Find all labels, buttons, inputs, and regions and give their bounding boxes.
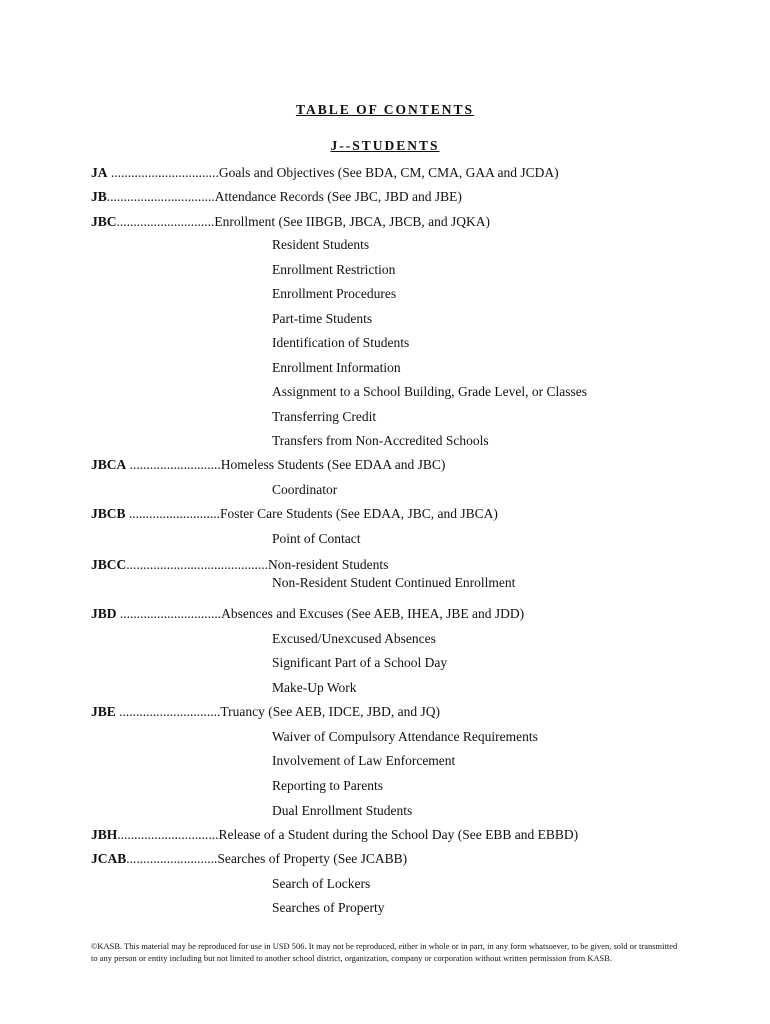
toc-sub-entry: Identification of Students	[272, 335, 410, 350]
toc-sub-entry: Dual Enrollment Students	[272, 803, 413, 818]
dot-leader: ...........................	[126, 851, 218, 866]
dot-leader: ................................	[106, 189, 215, 204]
dot-leader: ...........................	[125, 506, 221, 521]
copyright-footer: ©KASB. This material may be reproduced for use in USD 506. It may not be reproduced, either in whole or in part, in any form whatsoever, to be given, sold or transmitted to any person or entity including but not limited to another school district, organization, company or corporation without written permission from KASB.	[91, 942, 678, 963]
toc-sub-entry: Significant Part of a School Day	[272, 655, 448, 670]
toc-sub-entry: Enrollment Procedures	[272, 286, 397, 301]
section-title: J--STUDENTS	[330, 138, 440, 153]
toc-sub-entry: Involvement of Law Enforcement	[272, 753, 456, 768]
toc-sub-entry: Point of Contact	[272, 531, 361, 546]
toc-entry	[91, 704, 440, 720]
toc-sub-entry: Enrollment Restriction	[272, 262, 396, 277]
toc-entry	[91, 457, 445, 473]
dot-leader: .............................	[116, 214, 215, 229]
toc-entry-title: Homeless Students (See EDAA and JBC)	[220, 457, 446, 472]
toc-sub-entry: Transfers from Non-Accredited Schools	[272, 433, 489, 448]
toc-entry-code: JA	[91, 165, 108, 180]
toc-entry-code: JBE	[91, 704, 116, 719]
toc-entry	[91, 165, 559, 181]
toc-entry-code: JBC	[91, 214, 117, 229]
toc-entry-code: JBCC	[91, 557, 127, 572]
dot-leader: ..............................	[115, 704, 221, 719]
toc-entry-code: JB	[91, 189, 107, 204]
dot-leader: ..............................	[116, 606, 222, 621]
toc-entry-title: Enrollment (See IIBGB, JBCA, JBCB, and JQKA)	[214, 214, 491, 229]
toc-entry-title: Non-resident Students	[268, 557, 389, 572]
dot-leader: ................................	[107, 165, 219, 180]
dot-leader: ..............................	[117, 827, 219, 842]
toc-sub-entry: Part-time Students	[272, 311, 373, 326]
toc-entry-title: Attendance Records (See JBC, JBD and JBE)	[214, 189, 462, 204]
toc-sub-entry: Non-Resident Student Continued Enrollment	[272, 575, 516, 590]
toc-entry	[91, 189, 462, 205]
toc-entry-code: JBD	[91, 606, 117, 621]
toc-sub-entry: Search of Lockers	[272, 876, 371, 891]
toc-sub-entry: Transferring Credit	[272, 409, 377, 424]
toc-sub-entry: Make-Up Work	[272, 680, 357, 695]
toc-sub-entry: Searches of Property	[272, 900, 385, 915]
toc-entry-title: Goals and Objectives (See BDA, CM, CMA, GAA and JCDA)	[218, 165, 559, 180]
toc-entry-title: Foster Care Students (See EDAA, JBC, and JBCA)	[220, 506, 498, 521]
toc-sub-entry: Resident Students	[272, 237, 370, 252]
toc-sub-entry: Assignment to a School Building, Grade Level, or Classes	[272, 384, 587, 399]
toc-entry	[91, 557, 388, 573]
toc-entry-title: Truancy (See AEB, IDCE, JBD, and JQ)	[220, 704, 441, 719]
toc-sub-entry: Enrollment Information	[272, 360, 401, 375]
toc-entry-title: Searches of Property (See JCABB)	[217, 851, 408, 866]
toc-entry	[91, 851, 407, 867]
dot-leader: ...........................	[126, 457, 221, 472]
toc-entry-code: JBCA	[91, 457, 127, 472]
toc-entry-code: JCAB	[91, 851, 127, 866]
toc-entry-title: Absences and Excuses (See AEB, IHEA, JBE and JDD)	[221, 606, 525, 621]
toc-sub-entry: Waiver of Compulsory Attendance Requirements	[272, 729, 538, 744]
toc-entry	[91, 827, 578, 843]
toc-sub-entry: Excused/Unexcused Absences	[272, 631, 436, 646]
toc-sub-entry: Reporting to Parents	[272, 778, 383, 793]
toc-entry-code: JBCB	[91, 506, 126, 521]
toc-entry	[91, 506, 498, 522]
document-title: TABLE OF CONTENTS	[295, 102, 475, 117]
toc-entry-title: Release of a Student during the School Day (See EBB and EBBD)	[218, 827, 579, 842]
toc-sub-entry: Coordinator	[272, 482, 338, 497]
toc-entry	[91, 214, 490, 230]
toc-entry-code: JBH	[91, 827, 118, 842]
toc-entry	[91, 606, 524, 622]
dot-leader: ..........................................	[126, 557, 269, 572]
